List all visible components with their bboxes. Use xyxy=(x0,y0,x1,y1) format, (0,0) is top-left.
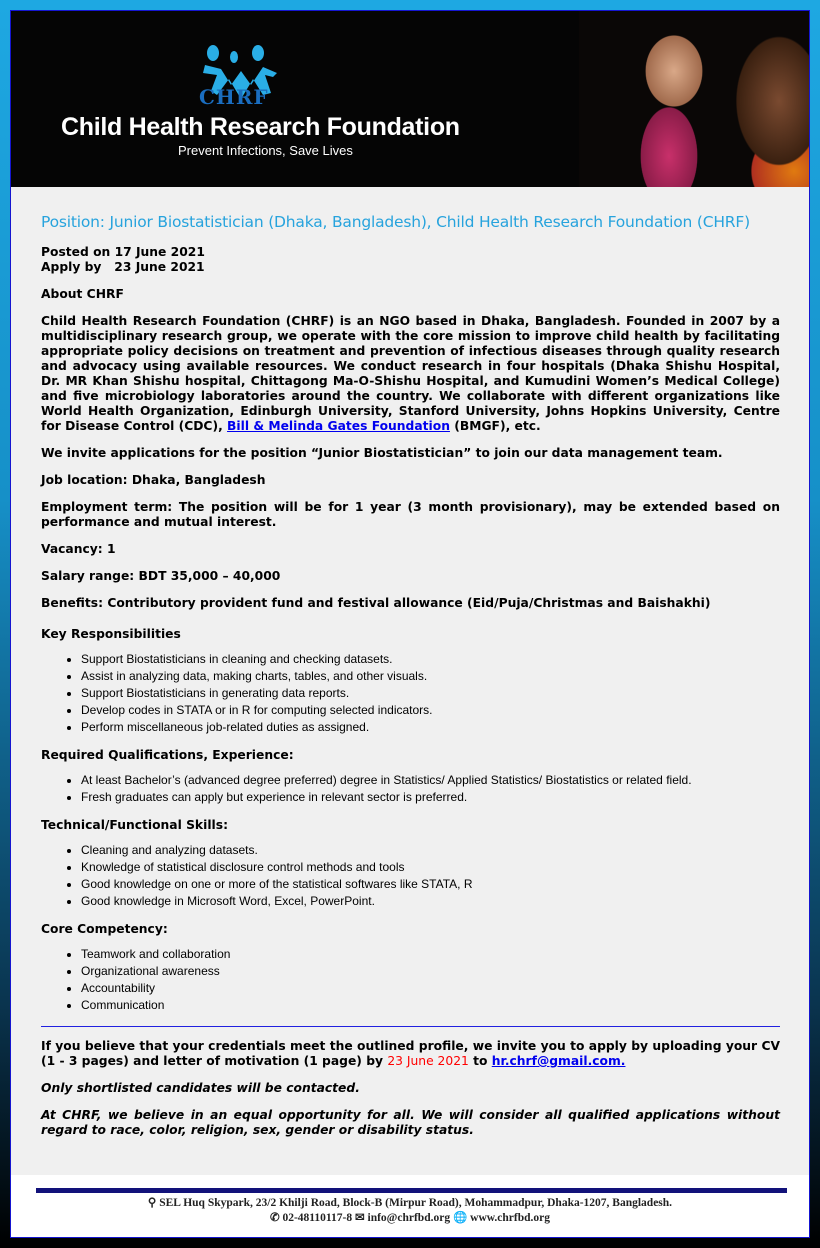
footer-website[interactable]: www.chrfbd.org xyxy=(470,1212,551,1224)
section-heading: Technical/Functional Skills: xyxy=(41,818,228,832)
footer xyxy=(11,1175,809,1237)
section-list xyxy=(41,842,780,910)
list-item: • Fresh graduates can apply but experience in relevant sector is preferred. xyxy=(81,789,780,806)
about-text xyxy=(41,314,780,434)
org-name: Child Health Research Foundation xyxy=(61,113,460,141)
vacancy: Vacancy: 1 xyxy=(41,542,116,556)
list-item: • Accountability xyxy=(81,980,780,997)
posted-date: Posted on 17 June 2021 xyxy=(41,245,205,259)
section-list xyxy=(41,772,780,806)
section-heading: Required Qualifications, Experience: xyxy=(41,748,294,762)
phone: 02-48110117-8 xyxy=(282,1212,353,1224)
job-posting-card xyxy=(10,10,810,1238)
list-item: • Perform miscellaneous job-related duties as assigned. xyxy=(81,719,780,736)
list-item: • Teamwork and collaboration xyxy=(81,946,780,963)
section-list xyxy=(41,651,780,736)
list-item: • At least Bachelor’s (advanced degree preferred) degree in Statistics/ Applied Statistics/ Biostatistics or related field. xyxy=(81,772,780,789)
footer-bar xyxy=(36,1188,787,1193)
list-item: • Support Biostatisticians in cleaning and checking datasets. xyxy=(81,651,780,668)
header-banner xyxy=(11,11,809,187)
employment-term: Employment term: The position will be for 1 year (3 month provisionary), may be extended based on performance and mutual interest. xyxy=(41,500,780,529)
section-heading: Key Responsibilities xyxy=(41,627,181,641)
invite-text: We invite applications for the position “Junior Biostatistician” to join our data management team. xyxy=(41,446,723,460)
divider xyxy=(41,1026,780,1027)
location-pin-icon: ⚲ xyxy=(147,1197,157,1209)
sections xyxy=(41,627,780,1014)
apply-text: If you believe that your credentials meet the outlined profile, we invite you to apply by uploading your CV (1 - 3 pages) and letter of motivation (1 page) by xyxy=(41,1039,780,1068)
globe-icon: 🌐 xyxy=(452,1212,468,1224)
list-item: • Good knowledge on one or more of the statistical softwares like STATA, R xyxy=(81,876,780,893)
gates-foundation-link[interactable]: Bill & Melinda Gates Foundation xyxy=(227,419,450,433)
benefits: Benefits: Contributory provident fund and festival allowance (Eid/Puja/Christmas and Baishakhi) xyxy=(41,596,711,610)
list-item: • Develop codes in STATA or in R for computing selected indicators. xyxy=(81,702,780,719)
footer-email[interactable]: info@chrfbd.org xyxy=(367,1212,451,1224)
logo-text: CHRF xyxy=(199,85,269,109)
list-item: • Communication xyxy=(81,997,780,1014)
footer-address xyxy=(11,1196,809,1226)
equal-opportunity-note: At CHRF, we believe in an equal opportunity for all. We will consider all qualified applications without regard to race, color, religion, sex, gender or disability status. xyxy=(41,1108,780,1137)
list-item: • Organizational awareness xyxy=(81,963,780,980)
list-item: • Good knowledge in Microsoft Word, Excel, PowerPoint. xyxy=(81,893,780,910)
about-text-part: (BMGF), etc. xyxy=(449,419,541,433)
job-location: Job location: Dhaka, Bangladesh xyxy=(41,473,266,487)
apply-text: to xyxy=(468,1054,492,1068)
tagline: Prevent Infections, Save Lives xyxy=(178,143,353,158)
list-item: • Knowledge of statistical disclosure control methods and tools xyxy=(81,859,780,876)
section-heading: Core Competency: xyxy=(41,922,168,936)
list-item: • Support Biostatisticians in generating data reports. xyxy=(81,685,780,702)
phone-icon: ✆ xyxy=(269,1212,280,1224)
about-heading: About CHRF xyxy=(41,287,124,301)
list-item: • Cleaning and analyzing datasets. xyxy=(81,842,780,859)
shortlist-note: Only shortlisted candidates will be contacted. xyxy=(41,1081,360,1095)
mail-icon: ✉ xyxy=(354,1212,365,1224)
apply-instructions xyxy=(41,1039,780,1069)
apply-by-date: Apply by 23 June 2021 xyxy=(41,260,205,274)
list-item: • Assist in analyzing data, making charts, tables, and other visuals. xyxy=(81,668,780,685)
page-title: Position: Junior Biostatistician (Dhaka, Bangladesh), Child Health Research Foundation (CHRF) xyxy=(41,213,750,231)
mother-child-photo xyxy=(579,11,809,187)
email-link[interactable]: hr.chrf@gmail.com. xyxy=(491,1054,626,1068)
content xyxy=(11,187,809,1177)
deadline: 23 June 2021 xyxy=(387,1054,469,1068)
address: SEL Huq Skypark, 23/2 Khilji Road, Block-B (Mirpur Road), Mohammadpur, Dhaka-1207, Bangladesh. xyxy=(159,1197,673,1209)
salary-range: Salary range: BDT 35,000 – 40,000 xyxy=(41,569,281,583)
section-list xyxy=(41,946,780,1014)
about-text-part: Child Health Research Foundation (CHRF) is an NGO based in Dhaka, Bangladesh. Founded in 2007 by a multidisciplinary research group, we operate with the core mission to improve child health by facilitating appropriate policy decisions on treatment and prevention of infectious diseases through quality research and advocacy using available resources. We conduct research in four hospitals (Dhaka Shishu Hospital, Dr. MR Khan Shishu hospital, Chittagong Ma-O-Shishu Hospital, and Kumudini Women’s Medical College) and five microbiology laboratories around the country. We collaborate with different organizations like World Health Organization, Edinburgh University, Stanford University, Johns Hopkins University, Centre for Disease Control (CDC), xyxy=(41,314,780,433)
